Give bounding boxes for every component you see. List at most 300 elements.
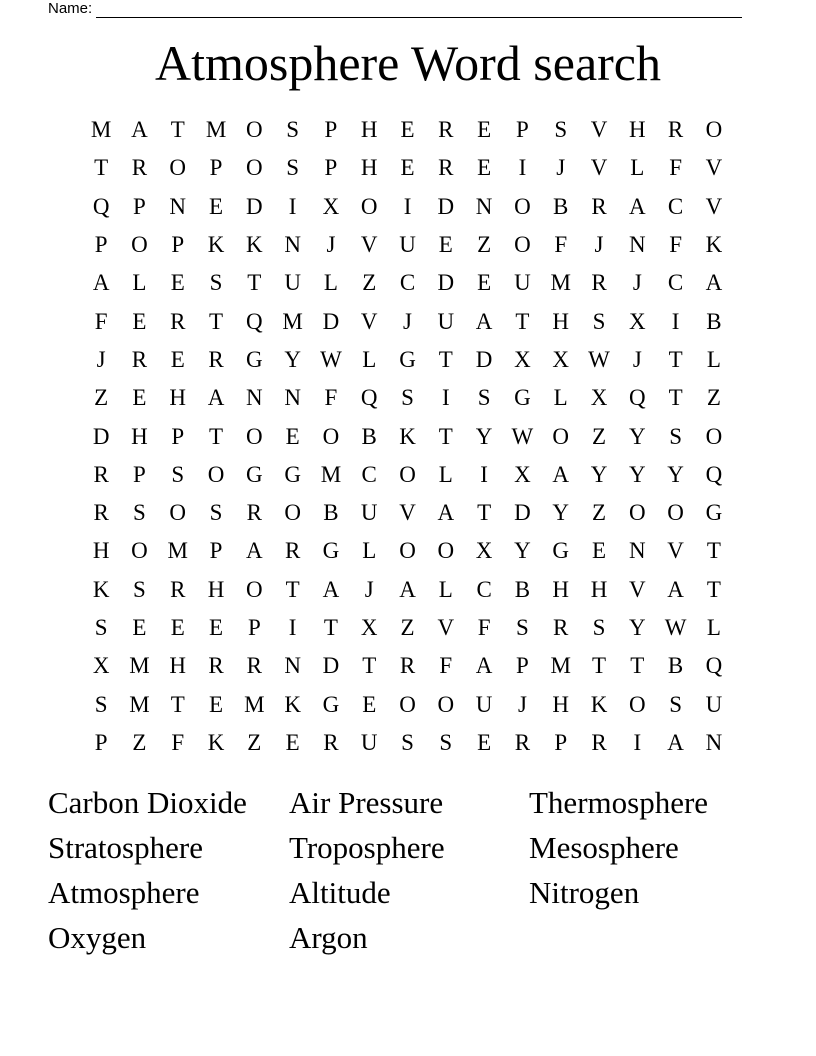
grid-letter: S [401,385,414,411]
grid-letter: S [669,423,682,449]
grid-letter: G [284,461,301,487]
grid-letter: S [477,385,491,411]
grid-letter: P [324,117,338,143]
grid-letter: A [399,576,416,602]
name-label: Name: [48,0,93,17]
grid-letter: Z [132,729,147,755]
word-list-item: Mesosphere [529,830,679,865]
grid-letter: F [554,232,568,258]
grid-row [82,571,733,609]
grid-letter: R [323,729,339,755]
grid-letter: U [360,729,378,755]
grid-letter: O [514,193,531,219]
grid-letter: P [209,155,223,181]
grid-letter: O [360,193,378,219]
grid-letter: I [288,615,297,640]
grid-letter: G [246,461,263,487]
grid-letter: Y [628,423,646,449]
grid-letter: P [171,232,185,258]
grid-letter: T [438,346,453,372]
grid-letter: R [591,193,607,219]
grid-letter: U [475,691,493,717]
grid-letter: V [590,117,608,143]
word-list-item: Thermosphere [529,785,709,820]
grid-letter: A [628,193,646,219]
grid-row [82,724,733,762]
grid-letter: U [514,270,531,296]
grid-letter: Q [92,193,110,219]
grid-letter: R [514,729,531,755]
grid-letter: O [246,576,263,602]
grid-letter: I [288,193,297,219]
grid-letter: T [706,538,721,564]
grid-letter: H [92,538,110,564]
grid-row [82,456,733,494]
grid-letter: Z [247,729,262,755]
word-list-item: Nitrogen [529,875,640,910]
word-list-item: Oxygen [48,920,147,955]
grid-letter: X [590,385,608,411]
grid-letter: S [516,615,529,640]
grid-letter: E [209,691,224,717]
grid-letter: E [209,615,224,640]
grid-letter: D [437,270,455,296]
grid-letter: N [475,193,493,219]
grid-letter: L [553,385,568,411]
grid-letter: S [286,117,300,143]
grid-letter: E [362,691,377,717]
grid-letter: O [131,232,148,258]
grid-letter: O [399,461,416,487]
grid-letter: O [131,538,148,564]
grid-row [82,188,733,226]
grid-letter: D [437,193,455,219]
grid-letter: E [591,538,607,564]
grid-letter: M [244,691,265,717]
grid-letter: A [322,576,340,602]
grid-letter: B [323,500,339,526]
grid-letter: N [628,232,646,258]
grid-row [82,379,733,417]
letter-grid [82,111,733,762]
grid-letter: T [515,308,530,334]
grid-letter: E [170,270,185,296]
grid-row [82,685,733,723]
grid-letter: P [94,729,108,755]
grid-letter: G [399,346,416,372]
grid-letter: X [322,193,340,219]
grid-letter: A [475,308,493,334]
grid-letter: I [671,308,680,334]
grid-letter: R [131,346,148,372]
grid-letter: R [170,308,186,334]
grid-letter: A [131,117,148,143]
grid-letter: H [360,117,378,143]
grid-letter: I [441,385,450,411]
grid-letter: O [628,691,646,717]
grid-letter: Q [705,461,723,487]
grid-letter: J [517,691,527,717]
grid-letter: S [171,461,185,487]
grid-letter: H [628,117,646,143]
grid-letter: S [133,576,146,602]
grid-letter: L [132,270,147,296]
grid-letter: V [590,155,608,181]
grid-row [82,226,733,264]
grid-letter: O [514,232,531,258]
grid-letter: C [667,193,684,219]
grid-letter: E [477,155,492,181]
grid-letter: T [668,385,683,411]
grid-letter: Y [590,461,608,487]
grid-letter: U [399,232,416,258]
grid-letter: G [552,538,570,564]
grid-letter: T [706,576,721,602]
grid-letter: O [169,155,187,181]
grid-letter: T [630,653,645,679]
word-list [48,782,768,962]
grid-letter: S [209,500,223,526]
grid-letter: L [438,576,453,602]
grid-letter: D [475,346,493,372]
word-list-item: Troposphere [289,830,445,865]
grid-letter: T [209,308,224,334]
grid-letter: A [705,270,723,296]
grid-letter: N [246,385,263,411]
grid-letter: F [439,653,453,679]
grid-letter: R [208,346,224,372]
grid-row [82,647,733,685]
grid-letter: N [284,232,301,258]
grid-letter: X [475,538,493,564]
grid-letter: V [437,615,455,640]
grid-letter: R [553,615,569,640]
grid-letter: N [284,385,301,411]
word-list-item: Argon [289,920,368,955]
grid-letter: I [480,461,488,487]
grid-letter: H [131,423,148,449]
grid-letter: E [285,423,300,449]
grid-letter: X [514,461,531,487]
grid-letter: Y [667,461,684,487]
grid-letter: O [399,538,416,564]
grid-letter: R [667,117,684,143]
grid-letter: O [246,117,263,143]
grid-row [82,149,733,187]
word-list-item: Air Pressure [289,785,444,820]
grid-letter: E [132,615,147,640]
grid-letter: G [705,500,723,526]
grid-letter: T [170,117,185,143]
grid-letter: H [552,576,570,602]
grid-letter: O [667,500,684,526]
grid-letter: P [516,117,529,143]
grid-letter: B [361,423,377,449]
grid-letter: A [667,576,684,602]
grid-letter: A [246,538,263,564]
grid-letter: K [590,691,608,717]
grid-letter: B [514,576,531,602]
grid-letter: M [90,117,112,143]
grid-letter: J [556,155,566,181]
grid-letter: E [285,729,300,755]
grid-letter: O [399,691,416,717]
grid-letter: R [246,653,262,679]
grid-letter: E [477,270,492,296]
grid-letter: X [92,653,110,679]
grid-letter: M [550,270,571,296]
grid-letter: R [170,576,186,602]
grid-letter: S [439,729,453,755]
grid-letter: R [93,500,109,526]
grid-letter: J [326,232,336,258]
grid-letter: A [552,461,570,487]
grid-letter: N [628,538,646,564]
grid-letter: O [705,117,723,143]
grid-letter: Z [94,385,109,411]
grid-letter: A [667,729,684,755]
grid-letter: K [705,232,723,258]
grid-letter: R [591,270,607,296]
grid-letter: O [705,423,723,449]
grid-letter: J [403,308,412,334]
grid-letter: E [170,615,185,640]
grid-letter: Z [477,232,492,258]
grid-letter: T [94,155,109,181]
grid-letter: P [133,461,146,487]
grid-letter: R [131,155,148,181]
grid-letter: R [208,653,224,679]
grid-letter: J [632,270,642,296]
grid-letter: R [284,538,301,564]
grid-letter: F [669,155,682,181]
grid-letter: H [552,691,570,717]
grid-row [82,111,733,149]
grid-letter: Y [514,538,531,564]
grid-letter: M [129,691,150,717]
grid-letter: K [246,232,263,258]
grid-letter: T [438,423,453,449]
grid-letter: U [705,691,723,717]
grid-letter: H [360,155,378,181]
grid-letter: T [323,615,338,640]
grid-letter: U [437,308,455,334]
grid-letter: F [171,729,185,755]
page-title: Atmosphere Word search [154,35,661,91]
grid-letter: L [362,538,377,564]
grid-letter: R [399,653,416,679]
grid-letter: T [247,270,262,296]
grid-letter: E [400,117,415,143]
grid-letter: O [169,500,187,526]
grid-letter: L [706,615,721,640]
grid-letter: Y [284,346,301,372]
grid-letter: Q [360,385,378,411]
grid-letter: T [477,500,492,526]
grid-row [82,609,733,647]
grid-letter: K [92,576,110,602]
grid-letter: P [209,538,223,564]
grid-letter: E [438,232,453,258]
grid-letter: D [92,423,110,449]
grid-letter: I [633,729,642,755]
grid-letter: E [132,308,147,334]
word-list-item: Stratosphere [48,830,203,865]
grid-letter: Z [591,423,607,449]
grid-letter: M [129,653,150,679]
grid-letter: O [246,423,263,449]
grid-letter: S [94,691,108,717]
grid-letter: K [207,232,225,258]
grid-letter: E [400,155,415,181]
grid-letter: P [554,729,568,755]
name-field [48,0,742,18]
grid-letter: L [630,155,645,181]
grid-letter: C [361,461,377,487]
grid-letter: C [399,270,416,296]
grid-letter: N [284,653,301,679]
grid-letter: O [437,691,455,717]
name-underline [96,3,742,18]
grid-letter: F [477,615,491,640]
grid-letter: F [324,385,338,411]
grid-letter: B [667,653,684,679]
grid-letter: S [401,729,414,755]
grid-letter: V [360,232,378,258]
grid-letter: P [516,653,529,679]
grid-letter: G [514,385,531,411]
grid-letter: I [518,155,527,181]
grid-letter: W [320,346,342,372]
grid-letter: A [207,385,225,411]
grid-letter: E [209,193,224,219]
grid-letter: G [246,346,263,372]
grid-letter: X [552,346,570,372]
grid-row [82,494,733,532]
grid-letter: A [92,270,110,296]
grid-row [82,302,733,340]
grid-letter: Q [246,308,263,334]
grid-letter: D [322,308,340,334]
grid-letter: O [284,500,301,526]
grid-letter: X [514,346,531,372]
grid-letter: W [664,615,687,640]
grid-letter: T [591,653,607,679]
grid-letter: L [706,346,721,372]
grid-letter: C [476,576,492,602]
grid-letter: E [132,385,147,411]
grid-letter: Z [706,385,721,411]
grid-letter: M [550,653,571,679]
grid-row [82,532,733,570]
grid-letter: P [247,615,261,640]
word-list-item: Carbon Dioxide [48,785,247,820]
grid-letter: Z [362,270,377,296]
grid-letter: S [286,155,300,181]
grid-letter: M [167,538,188,564]
grid-letter: T [209,423,224,449]
grid-letter: G [322,691,340,717]
grid-letter: T [285,576,300,602]
grid-letter: O [437,538,455,564]
grid-letter: F [94,308,108,334]
grid-letter: U [360,500,378,526]
grid-letter: F [669,232,682,258]
grid-letter: V [667,538,684,564]
grid-letter: B [553,193,569,219]
grid-letter: O [246,155,263,181]
grid-letter: A [475,653,493,679]
grid-letter: Y [628,461,646,487]
grid-letter: M [282,308,303,334]
grid-row [82,341,733,379]
grid-letter: K [284,691,301,717]
grid-letter: X [628,308,646,334]
grid-letter: H [590,576,608,602]
grid-letter: I [403,193,412,219]
grid-letter: N [169,193,187,219]
grid-letter: Q [705,653,723,679]
grid-letter: K [399,423,416,449]
grid-letter: B [706,308,722,334]
word-list-item: Atmosphere [48,875,200,910]
grid-letter: K [207,729,225,755]
grid-letter: V [360,308,378,334]
grid-letter: H [169,385,187,411]
grid-letter: V [705,193,723,219]
grid-letter: E [477,117,492,143]
grid-letter: P [324,155,338,181]
word-list-item: Altitude [289,875,391,910]
grid-letter: J [594,232,604,258]
grid-letter: L [438,461,453,487]
grid-letter: T [362,653,377,679]
grid-letter: V [705,155,723,181]
grid-letter: J [632,346,642,372]
grid-letter: J [364,576,374,602]
grid-letter: R [93,461,109,487]
grid-letter: Y [475,423,493,449]
grid-letter: P [133,193,146,219]
grid-letter: M [320,461,342,487]
grid-letter: T [668,346,683,372]
grid-letter: R [246,500,262,526]
grid-letter: V [628,576,646,602]
grid-letter: H [552,308,570,334]
grid-letter: G [322,538,340,564]
grid-letter: D [246,193,263,219]
grid-letter: S [209,270,223,296]
grid-letter: W [511,423,534,449]
grid-letter: Y [552,500,570,526]
grid-letter: Y [628,615,646,640]
grid-letter: M [205,117,227,143]
grid-letter: T [170,691,185,717]
grid-letter: Z [400,615,415,640]
grid-letter: P [94,232,108,258]
grid-letter: D [322,653,340,679]
grid-letter: S [554,117,568,143]
grid-letter: E [170,346,185,372]
grid-letter: C [667,270,684,296]
grid-letter: H [169,653,187,679]
grid-letter: O [628,500,646,526]
grid-letter: O [552,423,570,449]
grid-letter: A [437,500,455,526]
grid-letter: R [591,729,607,755]
grid-row [82,264,733,302]
grid-letter: O [322,423,340,449]
